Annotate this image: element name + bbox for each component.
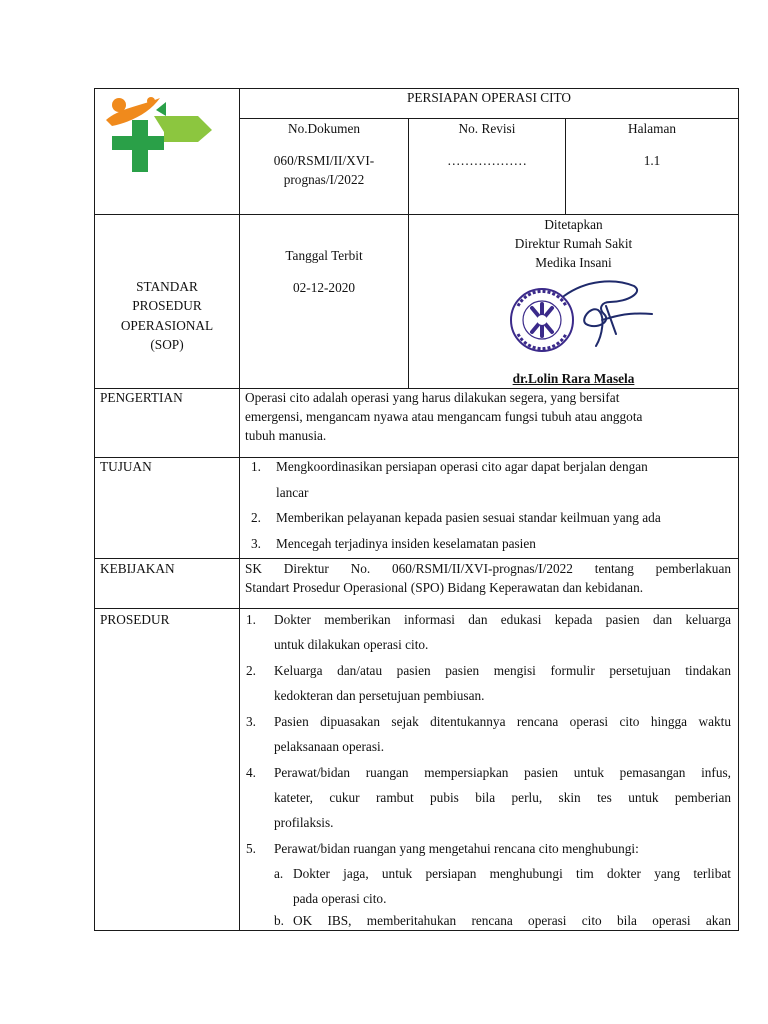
- hospital-stamp-and-signature: [506, 276, 656, 366]
- kebijakan-line2: Standart Prosedur Operasional (SPO) Bidang Keperawatan dan kebidanan.: [245, 580, 644, 595]
- pengertian-line2: emergensi, mengancam nyawa atau mengancam fungsi tubuh atau anggota: [245, 409, 643, 424]
- page-value: 1.1: [643, 153, 661, 168]
- prosedur-item-num: 1.: [246, 612, 256, 627]
- sop-label-line4: (SOP): [150, 337, 184, 352]
- prosedur-item-1-line1: Dokter memberikan informasi dan edukasi kepada pasien dan keluarga: [274, 612, 731, 627]
- section-label-kebijakan: KEBIJAKAN: [100, 561, 175, 576]
- tujuan-item-num: 2.: [251, 510, 261, 525]
- doc-number-value-line2: prognas/I/2022: [283, 172, 365, 187]
- tujuan-item-2-line1: Memberikan pelayanan kepada pasien sesuai standar keilmuan yang ada: [276, 510, 661, 525]
- doc-number-value-line1: 060/RSMI/II/XVI-: [273, 153, 375, 168]
- prosedur-subitem-letter: b.: [274, 913, 284, 928]
- prosedur-item-num: 4.: [246, 765, 256, 780]
- prosedur-item-num: 5.: [246, 841, 256, 856]
- tujuan-item-num: 1.: [251, 459, 261, 474]
- sop-label-line2: PROSEDUR: [132, 298, 202, 313]
- prosedur-item-1-line2: untuk dilakukan operasi cito.: [274, 637, 429, 652]
- kebijakan-line1: SK Direktur No. 060/RSMI/II/XVI-prognas/I/2022 tentang pemberlakuan: [245, 561, 731, 576]
- prosedur-item-4-line3: profilaksis.: [274, 815, 334, 830]
- prosedur-item-2-line1: Keluarga dan/atau pasien pasien mengisi formulir persetujuan tindakan: [274, 663, 731, 678]
- pengertian-line1: Operasi cito adalah operasi yang harus dilakukan segera, yang bersifat: [245, 390, 620, 405]
- doc-number-label: No.Dokumen: [287, 121, 361, 136]
- prosedur-item-num: 3.: [246, 714, 256, 729]
- approval-line3: Medika Insani: [535, 255, 612, 270]
- pengertian-line3: tubuh manusia.: [245, 428, 327, 443]
- prosedur-subitem-b-line1: OK IBS, memberitahukan rencana operasi cito bila operasi akan: [293, 913, 731, 928]
- approval-line1: Ditetapkan: [544, 217, 603, 232]
- prosedur-subitem-a-line2: pada operasi cito.: [293, 891, 387, 906]
- prosedur-item-2-line2: kedokteran dan persetujuan pembiusan.: [274, 688, 485, 703]
- prosedur-item-4-line2: kateter, cukur rambut pubis bila perlu, skin tes untuk pemberian: [274, 790, 731, 805]
- signatory-name: dr.Lolin Rara Masela: [512, 371, 635, 386]
- prosedur-subitem-a-line1: Dokter jaga, untuk persiapan menghubungi tim dokter yang terlibat: [293, 866, 731, 881]
- tujuan-item-1-line2: lancar: [276, 485, 309, 500]
- approval-line2: Direktur Rumah Sakit: [514, 236, 633, 251]
- issue-date-label: Tanggal Terbit: [285, 248, 363, 263]
- document-title: PERSIAPAN OPERASI CITO: [406, 90, 572, 105]
- tujuan-item-3-line1: Mencegah terjadinya insiden keselamatan pasien: [276, 536, 536, 551]
- tujuan-item-1-line1: Mengkoordinasikan persiapan operasi cito agar dapat berjalan dengan: [276, 459, 648, 474]
- revision-value: ………………: [447, 153, 527, 168]
- issue-date-value: 02-12-2020: [292, 280, 356, 295]
- page-label: Halaman: [628, 121, 676, 136]
- sop-label-line3: OPERASIONAL: [120, 318, 214, 333]
- prosedur-item-5-line1: Perawat/bidan ruangan yang mengetahui rencana cito menghubungi:: [274, 841, 639, 856]
- prosedur-subitem-letter: a.: [274, 866, 284, 881]
- prosedur-item-4-line1: Perawat/bidan ruangan mempersiapkan pasien untuk pemasangan infus,: [274, 765, 731, 780]
- section-label-pengertian: PENGERTIAN: [100, 390, 183, 405]
- revision-label: No. Revisi: [458, 121, 516, 136]
- prosedur-item-3-line2: pelaksanaan operasi.: [274, 739, 385, 754]
- sop-document: [94, 88, 739, 930]
- section-label-tujuan: TUJUAN: [100, 459, 152, 474]
- prosedur-item-num: 2.: [246, 663, 256, 678]
- prosedur-item-3-line1: Pasien dipuasakan sejak ditentukannya rencana operasi cito hingga waktu: [274, 714, 731, 729]
- tujuan-item-num: 3.: [251, 536, 261, 551]
- hospital-logo: [102, 92, 214, 176]
- sop-label-line1: STANDAR: [136, 279, 198, 294]
- section-label-prosedur: PROSEDUR: [100, 612, 170, 627]
